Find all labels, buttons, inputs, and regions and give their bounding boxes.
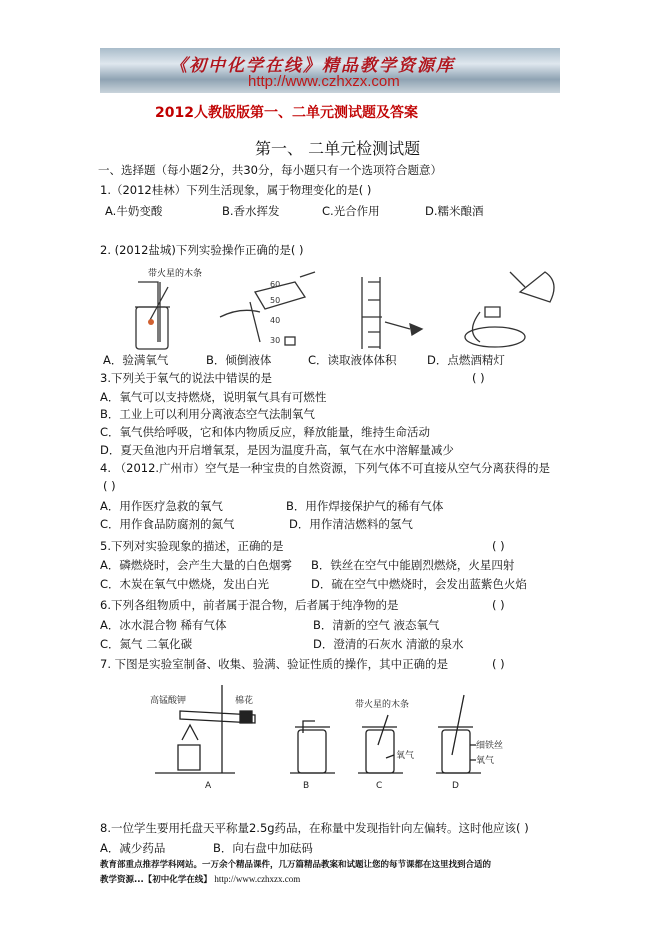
footer-line-2	[100, 871, 300, 888]
q2-option-c: C．读取液体体积	[308, 353, 397, 367]
label-a: A	[205, 781, 212, 791]
section-heading: 一、选择题（每小题2分，共30分，每小题只有一个选项符合题意）	[98, 163, 442, 177]
alcohol-lamp-illustration	[465, 272, 554, 347]
q3-option-c: C．氧气供给呼吸，它和体内物质反应，释放能量，维持生命活动	[100, 425, 431, 439]
scale-30: 30	[270, 336, 281, 345]
q1-option-a: A.牛奶变酸	[105, 204, 163, 218]
site-banner	[100, 48, 560, 93]
scale-50: 50	[270, 296, 281, 305]
q6-answer-paren: ( )	[492, 598, 505, 612]
q2-option-b: B．倾倒液体	[206, 353, 272, 367]
apparatus-d	[436, 695, 503, 791]
q8-option-b: B．向右盘中加砝码	[213, 841, 313, 855]
q1-option-b: B.香水挥发	[222, 204, 280, 218]
q4-option-b: B．用作焊接保护气的稀有气体	[286, 499, 444, 513]
q1-option-d: D.糯米酿酒	[425, 204, 484, 218]
q2-option-a: A．验满氧气	[103, 353, 169, 367]
q6-option-c: C．氮气 二氧化碳	[100, 637, 193, 651]
q7-figure	[140, 685, 504, 795]
page-heading: 第一、 二单元检测试题	[255, 139, 421, 158]
q5-stem: 5.下列对实验现象的描述，正确的是	[100, 539, 284, 553]
q4-option-c: C．用作食品防腐剂的氮气	[100, 517, 235, 531]
q2-figure	[100, 262, 560, 354]
label-b: B	[303, 781, 310, 791]
apparatus-b	[290, 721, 335, 791]
q5-answer-paren: ( )	[492, 539, 505, 553]
q4-option-d: D．用作清洁燃料的氢气	[289, 517, 413, 531]
label-c: C	[376, 781, 383, 791]
q6-option-d: D．澄清的石灰水 清澈的泉水	[313, 637, 464, 651]
document-title: 2012人教版版第一、二单元测试题及答案	[155, 105, 418, 121]
footer-line-1: 教育部重点推荐学科网站。一万余个精品课件，几万篇精品教案和试题让您的每节课都在这里找到合适的	[100, 860, 492, 870]
q8-stem: 8.一位学生要用托盘天平称量2.5g药品，在称量中发现指针向左偏转。这时他应该( )	[100, 821, 529, 835]
cylinder-scale	[262, 277, 302, 347]
q3-option-d: D．夏天鱼池内开启增氧泵，是因为温度升高，氧气在水中溶解量减少	[100, 443, 454, 457]
q4-answer-paren: ( )	[103, 479, 116, 493]
label-cotton: 棉花	[235, 696, 254, 706]
q2-stem: 2. (2012盐城)下列实验操作正确的是( )	[100, 243, 304, 257]
q1-stem: 1.（2012桂林）下列生活现象，属于物理变化的是( )	[100, 183, 372, 197]
q2-fig-label: 带火星的木条	[148, 269, 203, 279]
q3-option-a: A．氧气可以支持燃烧，说明氧气具有可燃性	[100, 390, 327, 404]
label-wire: 细铁丝	[476, 741, 504, 751]
q6-option-a: A．冰水混合物 稀有气体	[100, 618, 227, 632]
banner-url[interactable]: http://www.czhxzx.com	[248, 73, 400, 90]
q5-option-d: D．硫在空气中燃烧时，会发出蓝紫色火焰	[311, 577, 527, 591]
q7-stem: 7. 下图是实验室制备、收集、验满、验证性质的操作，其中正确的是	[100, 657, 449, 671]
apparatus-a	[150, 685, 255, 791]
footer-text: 教学资源...【初中化学在线】	[100, 875, 212, 885]
scale-40: 40	[270, 316, 281, 325]
scale-60: 60	[270, 280, 281, 289]
label-kmno4: 高锰酸钾	[150, 696, 187, 706]
q7-answer-paren: ( )	[492, 657, 505, 671]
q6-stem: 6.下列各组物质中，前者属于混合物，后者属于纯净物的是	[100, 598, 399, 612]
label-d: D	[452, 781, 459, 791]
q1-option-c: C.光合作用	[322, 204, 380, 218]
q3-answer-paren: ( )	[472, 371, 485, 385]
gas-bottle-illustration	[135, 282, 170, 349]
label-splint: 带火星的木条	[355, 700, 410, 710]
q2-option-d: D．点燃酒精灯	[427, 353, 505, 367]
cylinder-illustration	[362, 277, 422, 349]
q5-option-a: A．磷燃烧时，会产生大量的白色烟雾	[100, 558, 292, 572]
label-o2: 氧气	[396, 751, 415, 761]
q4-option-a: A．用作医疗急救的氧气	[100, 499, 223, 513]
q3-option-b: B．工业上可以利用分离液态空气法制氧气	[100, 407, 315, 421]
label-o2-d: 氧气	[476, 756, 495, 766]
q3-stem: 3.下列关于氧气的说法中错误的是	[100, 371, 272, 385]
apparatus-c	[355, 698, 414, 791]
q5-option-c: C．木炭在氧气中燃烧，发出白光	[100, 577, 270, 591]
q8-option-a: A．减少药品	[100, 841, 166, 855]
q6-option-b: B．清新的空气 液态氧气	[313, 618, 440, 632]
banner-title: 《初中化学在线》精品教学资源库	[170, 56, 455, 76]
footer-url-link[interactable]: http://www.czhxzx.com	[214, 874, 301, 884]
q4-stem: 4. （2012.广州市）空气是一种宝贵的自然资源，下列气体不可直接从空气分离获得的是	[100, 461, 551, 475]
q5-option-b: B．铁丝在空气中能剧烈燃烧，火星四射	[311, 558, 515, 572]
